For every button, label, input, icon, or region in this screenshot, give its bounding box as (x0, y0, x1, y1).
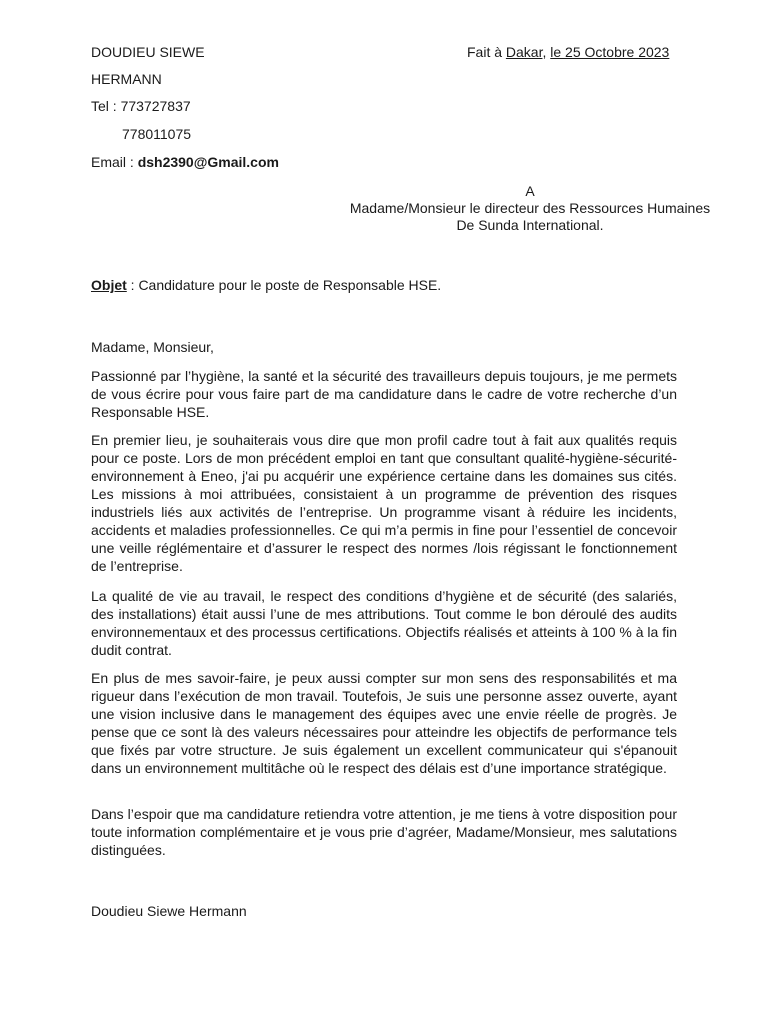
recipient-block (330, 183, 730, 234)
place-date (467, 43, 669, 61)
sender-name-line2: HERMANN (91, 71, 162, 87)
paragraph-4 (91, 669, 677, 777)
recipient-line-1: A (525, 183, 535, 199)
sender-email (91, 153, 279, 171)
signature-name: Doudieu Siewe Hermann (91, 903, 247, 919)
paragraph-1 (91, 367, 677, 421)
phone-label: Tel : (91, 98, 121, 114)
recipient-line-3: De Sunda International. (456, 217, 604, 233)
phone-number-1: 773727837 (120, 98, 191, 114)
recipient-line-2: Madame/Monsieur le directeur des Ressources Humaines (349, 200, 711, 216)
phone-number-2: 778011075 (122, 126, 192, 142)
paragraph-3 (91, 587, 677, 659)
subject-line (91, 276, 441, 294)
sender-name-line1: DOUDIEU SIEWE (91, 44, 205, 60)
paragraph-3-text: La qualité de vie au travail, le respect des conditions d’hygiène et de sécurité (des salariés, des installations) était aussi l’une de mes attributions. Tout comme le bon déroulé des audits environnementaux et des processus certifications. Objectifs réalisés et atteints à 100 % à la fin dudit contrat. (91, 588, 677, 658)
place-prefix: Fait à (467, 44, 506, 60)
paragraph-2 (91, 431, 677, 575)
paragraph-2-text: En premier lieu, je souhaiterais vous dire que mon profil cadre tout à fait aux qualités requis pour ce poste. Lors de mon précédent emploi en tant que consultant qualité-hygiène-sécurité-environnement à Eneo, j'ai pu acquérir une expérience certaine dans les domaines sus cités. Les missions à moi attribuées, consistaient à un programme de prévention des risques industriels liés aux activités de l’entreprise. Un programme visant à réduire les incidents, accidents et maladies professionnelles. Ce qui m’a permis in fine pour l’essentiel de concevoir une veille réglémentaire et d’assurer le respect des normes /lois régissant le fonctionnement de l’entreprise. (91, 432, 677, 574)
sender-phone (91, 97, 191, 115)
paragraph-1-text: Passionné par l’hygiène, la santé et la sécurité des travailleurs depuis toujours, je me permets de vous écrire pour vous faire part de ma candidature dans le cadre de votre recherche d’un Responsable HSE. (91, 368, 677, 420)
subject-label: Objet (91, 277, 127, 293)
letter-date: le 25 Octobre 2023 (550, 44, 670, 60)
place-sep: , (542, 44, 551, 60)
subject-text: : Candidature pour le poste de Responsable HSE. (126, 277, 442, 293)
email-label: Email : (91, 154, 138, 170)
email-address: dsh2390@Gmail.com (137, 154, 279, 170)
salutation: Madame, Monsieur, (91, 339, 214, 355)
paragraph-5-text: Dans l’espoir que ma candidature retiendra votre attention, je me tiens à votre disposition pour toute information complémentaire et je vous prie d’agréer, Madame/Monsieur, mes salutations distinguées. (91, 806, 677, 858)
place-city: Dakar (505, 44, 543, 60)
paragraph-4-text: En plus de mes savoir-faire, je peux aussi compter sur mon sens des responsabilités et ma rigueur dans l’exécution de mon travail. Toutefois, Je suis une personne assez ouverte, ayant une vision inclusive dans le management des équipes avec une envie réelle de progrès. Je pense que ce sont là des valeurs nécessaires pour atteindre les objectifs de performance tels que fixés par votre structure. Je suis également un excellent communicateur qui s'épanouit dans un environnement multitâche où le respect des délais est d’une importance stratégique. (91, 670, 677, 776)
paragraph-5 (91, 805, 677, 859)
